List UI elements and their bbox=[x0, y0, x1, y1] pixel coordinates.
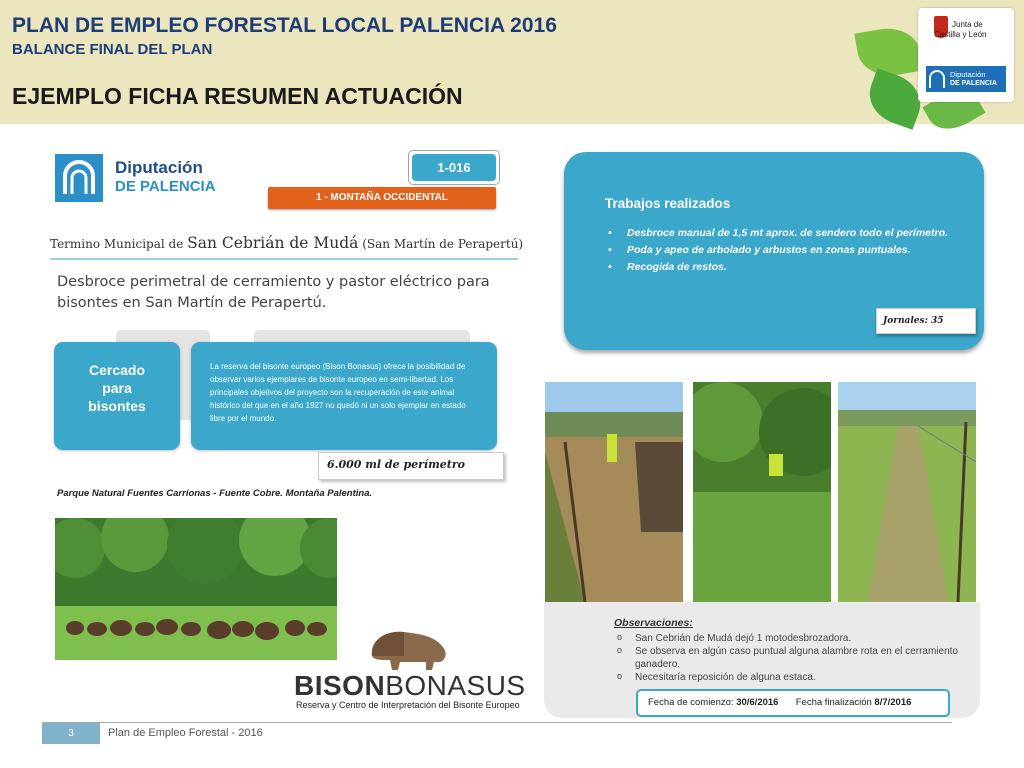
bison-bonasus-logo bbox=[294, 620, 526, 712]
action-description: Desbroce perimetral de cerramiento y pastor eléctrico para bisontes en San Martín de Perapertú. bbox=[57, 274, 490, 311]
dip-small-logo bbox=[926, 66, 1006, 92]
diputacion-logo-line2: DE PALENCIA bbox=[115, 178, 216, 195]
page-subtitle: BALANCE FINAL DEL PLAN bbox=[12, 41, 213, 58]
cercado-line2: para bbox=[102, 380, 132, 396]
jcyl-logo-line1: Junta de bbox=[952, 20, 983, 29]
trabajo-item: • Desbroce manual de 1,5 mt aprox. de sendero todo el perímetro. bbox=[608, 225, 968, 242]
park-caption: Parque Natural Fuentes Carrionas - Fuente Cobre. Montaña Palentina. bbox=[57, 488, 373, 499]
municipality-label: Termino Municipal de bbox=[50, 237, 184, 251]
observacion-item: o Se observa en algún caso puntual alguna alambre rota en el cerramiento ganadero. bbox=[614, 645, 964, 671]
municipality-extra: (San Martín de Perapertú) bbox=[362, 237, 524, 251]
reserva-text: La reserva del bisonte europeo (Bison Bonasus) ofrece la posibilidad de observar varios ejemplares de bisonte europeo en semi-libertad. Los principales objetivos del proyecto son la recuperación de este animal histórico del que en el año 1927 no quedó ni un solo ejemplar en estado libre por el mundo. bbox=[210, 362, 466, 423]
trabajo-item: • Poda y apeo de arbolado y arbustos en zonas puntuales. bbox=[608, 242, 968, 259]
page-number: 3 bbox=[42, 723, 100, 744]
work-photo-1 bbox=[545, 382, 683, 602]
observaciones-title: Observaciones: bbox=[614, 617, 693, 629]
dip-small-line1: Diputación bbox=[950, 70, 986, 79]
footer-label: Plan de Empleo Forestal - 2016 bbox=[108, 727, 263, 739]
dip-small-mark-icon bbox=[929, 70, 945, 88]
end-date-label: Fecha finalización bbox=[795, 697, 872, 708]
observacion-item: o Necesitaría reposición de alguna estaca. bbox=[614, 671, 964, 684]
work-photo-3 bbox=[838, 382, 976, 602]
bison-bonasus-wordmark bbox=[294, 670, 526, 702]
municipality-line bbox=[50, 234, 523, 252]
perimeter-label: 6.000 ml de perímetro bbox=[318, 452, 504, 480]
trabajo-item: • Recogida de restos. bbox=[608, 259, 968, 276]
reserva-description-tab bbox=[191, 342, 497, 450]
zone-label: 1 - MONTAÑA OCCIDENTAL bbox=[268, 187, 496, 209]
diputacion-mark-icon bbox=[55, 154, 103, 202]
brand-light: BONASUS bbox=[385, 670, 526, 701]
jcyl-logo-line2: Castilla y León bbox=[934, 30, 987, 39]
municipality-name: San Cebrián de Mudá bbox=[187, 234, 359, 252]
cercado-line1: Cercado bbox=[88, 362, 146, 378]
brand-bold: BISON bbox=[294, 670, 386, 701]
page-title: PLAN DE EMPLEO FORESTAL LOCAL PALENCIA 2016 bbox=[12, 14, 557, 37]
observaciones-list bbox=[614, 632, 964, 684]
start-date-label: Fecha de comienzo: bbox=[648, 697, 734, 708]
action-code-box bbox=[408, 150, 500, 185]
cercado-line3: bisontes bbox=[88, 398, 146, 414]
dates-box bbox=[636, 689, 950, 717]
diputacion-logo-line1: Diputación bbox=[115, 158, 203, 177]
bison-tagline: Reserva y Centro de Interpretación del Bisonte Europeo bbox=[296, 700, 520, 710]
diputacion-logo bbox=[55, 154, 235, 204]
start-date: 30/6/2016 bbox=[736, 697, 779, 708]
work-photo-2 bbox=[693, 382, 831, 602]
trabajos-list bbox=[608, 225, 968, 276]
jornales-label: Jornales: 35 bbox=[876, 308, 976, 334]
section-heading: EJEMPLO FICHA RESUMEN ACTUACIÓN bbox=[12, 83, 463, 109]
divider bbox=[50, 258, 518, 260]
action-code: 1-016 bbox=[412, 154, 496, 181]
footer-divider bbox=[42, 722, 952, 723]
trabajos-title: Trabajos realizados bbox=[605, 196, 731, 211]
institutional-logos bbox=[918, 8, 1014, 102]
observacion-item: o San Cebrián de Mudá dejó 1 motodesbrozadora. bbox=[614, 632, 964, 645]
end-date: 8/7/2016 bbox=[874, 697, 912, 708]
bison-icon bbox=[364, 626, 454, 670]
dip-small-line2: DE PALENCIA bbox=[950, 80, 997, 87]
cercado-tab bbox=[54, 342, 180, 450]
